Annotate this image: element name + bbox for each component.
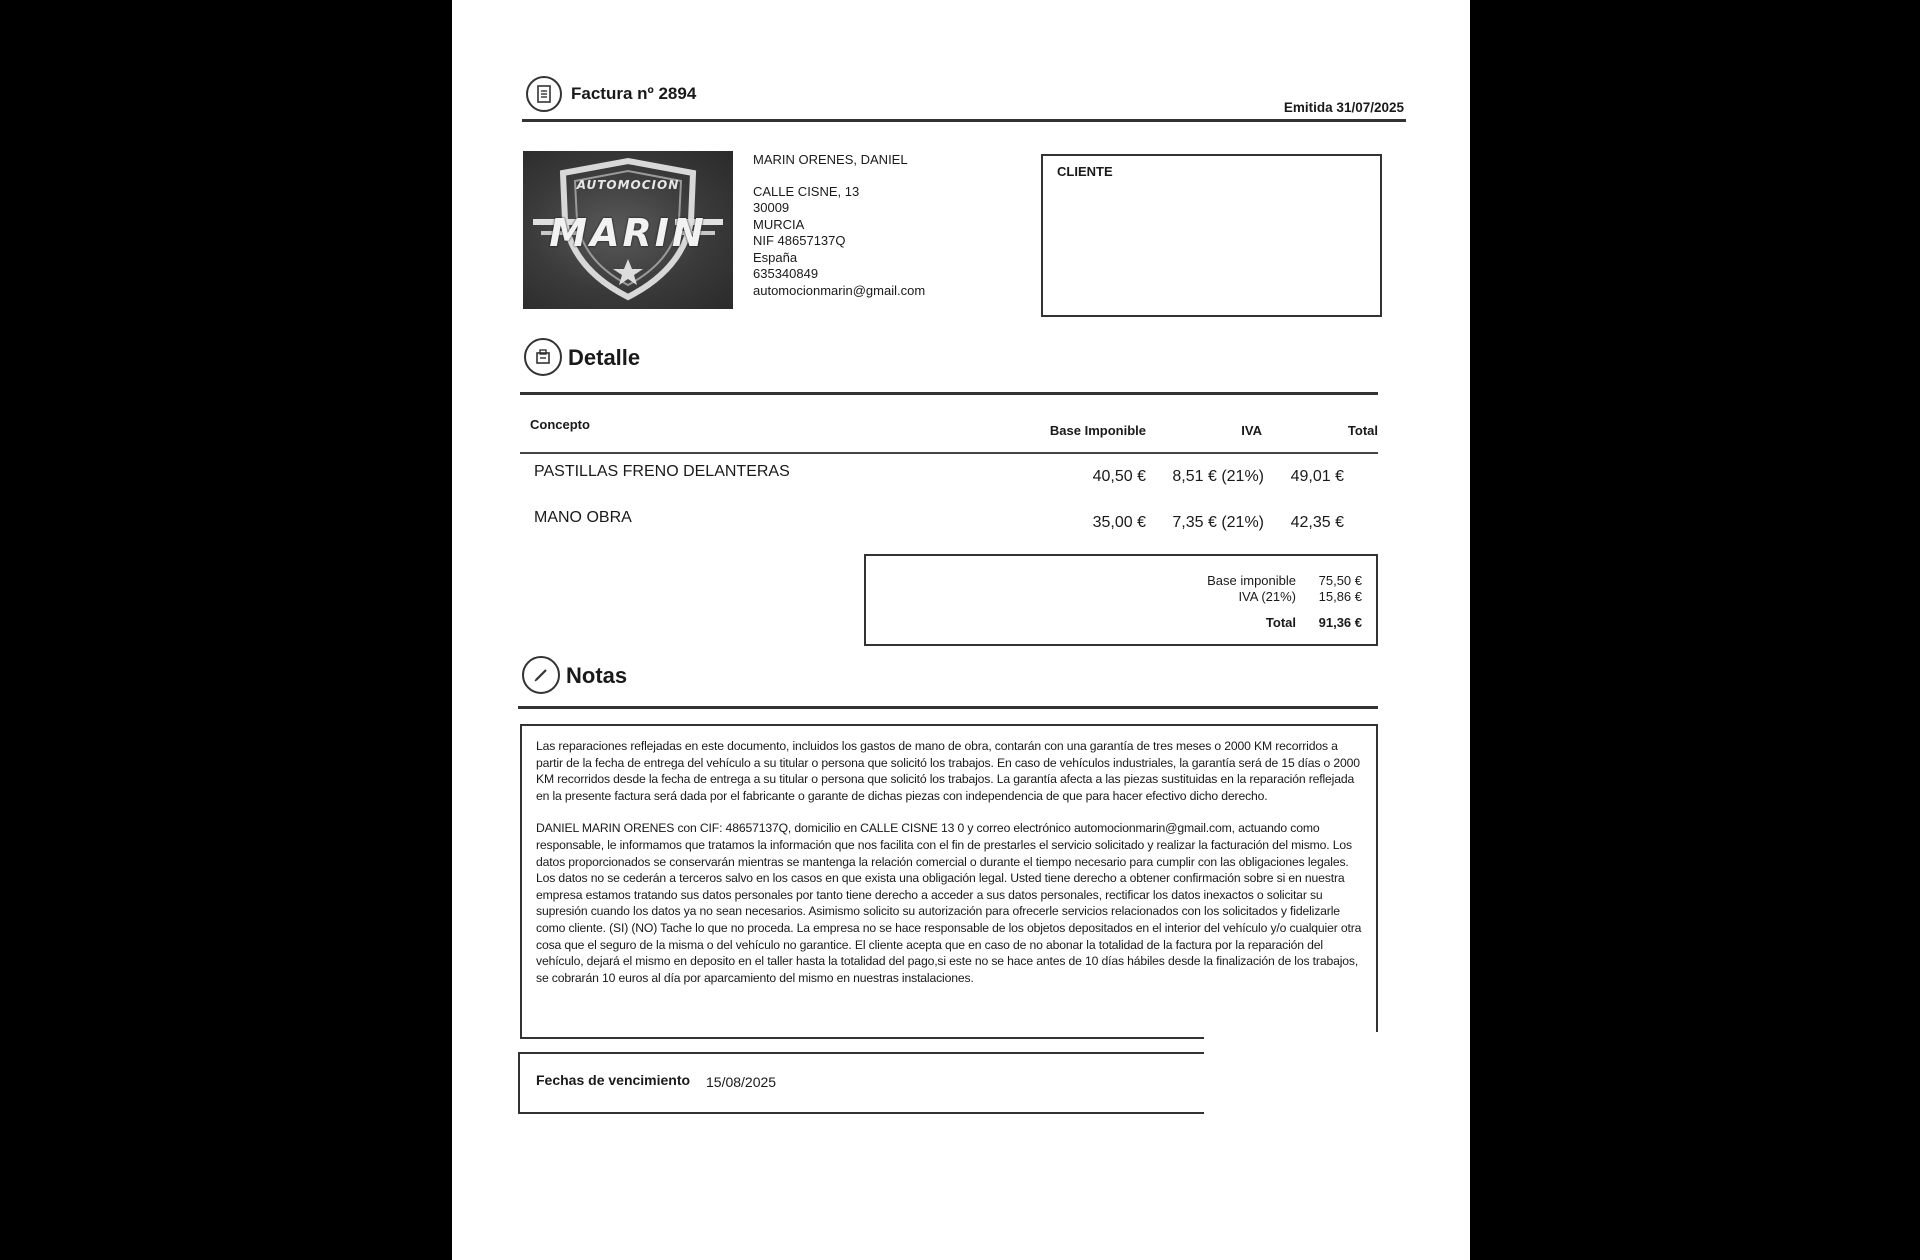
header-divider — [522, 119, 1406, 122]
notes-divider — [518, 706, 1378, 709]
row-total: 49,01 € — [1290, 468, 1344, 485]
pencil-icon — [522, 656, 560, 694]
notes-privacy-text: DANIEL MARIN ORENES con CIF: 48657137Q, domicilio en CALLE CISNE 13 0 y correo electrónico automocionmarin@gmail.com, actuando como responsable, le informamos que tratamos la información que nos facilita con el fin de prestarles el servicio solicitado y realizar la facturación del mismo. Los datos proporcionados se conservarán mientras se mantenga la relación comercial o durante el tiempo necesario para cumplir con las obligaciones legales. Los datos no se cederán a terceros salvo en los casos en que exista una obligación legal. Usted tiene derecho a obtener confirmación sobre si en nuestra empresa estamos tratando sus datos personales por tanto tiene derecho a acceder a sus datos personales, rectificar los datos inexactos o solicitar su supresión cuando los datos ya no sean necesarios. Asimismo solicito su autorización para ofrecerle servicios relacionados con los solicitados y fidelizarle como cliente. (SI) (NO) Tache lo que no proceda. La empresa no se hace responsable de los objetos depositados en el interior del vehículo y/o cualquier otra cosa que el seguro de la misma o del vehículo no garantice. El cliente acepta que en caso de no abonar la totalidad de la factura por la reparación del vehículo, dejará el mismo en deposito en el taller hasta la totalidad del pago,si este no se hace antes de 10 días hábiles desde la finalización de los trabajos, se cobrarán 10 euros al día por aparcamiento del mismo en nuestras instalaciones. — [536, 821, 1362, 985]
issuer-country: España — [753, 249, 798, 265]
row-iva: 8,51 € (21%) — [1172, 468, 1264, 485]
logo-main-text: MARIN — [549, 211, 707, 255]
client-label: CLIENTE — [1057, 164, 1113, 179]
detail-icon — [524, 338, 562, 376]
col-base: Base Imponible — [1049, 423, 1146, 438]
detail-divider — [520, 392, 1378, 395]
redacted-area — [1204, 1032, 1448, 1260]
company-logo — [523, 151, 733, 309]
totals-total-value: 91,36 € — [1318, 615, 1362, 630]
issuer-name: MARIN ORENES, DANIEL — [753, 152, 908, 167]
notes-warranty-text: Las reparaciones reflejadas en este documento, incluidos los gastos de mano de obra, contarán con una garantía de tres meses o 2000 KM recorridos a partir de la fecha de entrega del vehículo a su titular o persona que solicitó los trabajos. En caso de vehículos industriales, la garantía será de 15 días o 2000 KM recorridos desde la fecha de entrega a su titular o persona que solicitó los trabajos. La garantía afecta a las piezas sustituidas en la reparación reflejada en la presente factura será dada por el fabricante o garante de dichas piezas con independencia de que para hacer efectivo dicho derecho. — [536, 739, 1360, 803]
issuer-street: CALLE CISNE, 13 — [753, 183, 860, 199]
detail-title: Detalle — [568, 345, 641, 370]
row-total: 42,35 € — [1290, 514, 1344, 531]
client-box — [1041, 154, 1382, 317]
issuer-nif: NIF 48657137Q — [753, 233, 846, 248]
totals-iva-label: IVA (21%) — [1238, 589, 1296, 604]
row-base: 35,00 € — [1092, 514, 1146, 531]
issuer-email: automocionmarin@gmail.com — [753, 282, 926, 298]
notes-box — [520, 724, 1378, 1039]
row-iva: 7,35 € (21%) — [1172, 514, 1264, 531]
totals-box — [864, 554, 1378, 646]
table-header-divider — [520, 452, 1378, 454]
row-concept: PASTILLAS FRENO DELANTERAS — [534, 463, 790, 480]
row-base: 40,50 € — [1092, 468, 1146, 485]
col-iva: IVA — [1241, 423, 1262, 438]
totals-base-value: 75,50 € — [1318, 573, 1362, 588]
col-total: Total — [1347, 423, 1378, 438]
row-concept: MANO OBRA — [534, 509, 632, 526]
issuer-phone: 635340849 — [753, 266, 819, 281]
notes-title: Notas — [566, 663, 628, 688]
invoice-title: Factura nº 2894 — [571, 84, 697, 103]
issuer-block — [753, 152, 925, 299]
totals-iva-value: 15,86 € — [1318, 589, 1362, 604]
issuer-postal: 30009 — [753, 200, 790, 215]
col-concept: Concepto — [530, 417, 590, 432]
totals-base-label: Base imponible — [1207, 573, 1296, 588]
logo-top-text: AUTOMOCION — [576, 178, 680, 192]
issuer-city: MURCIA — [753, 216, 805, 232]
issue-date: Emitida 31/07/2025 — [1283, 100, 1404, 115]
totals-total-label: Total — [1265, 615, 1296, 630]
document-icon — [526, 76, 562, 112]
due-box — [518, 1052, 1204, 1114]
due-label: Fechas de vencimiento — [536, 1072, 691, 1088]
due-date: 15/08/2025 — [706, 1074, 777, 1090]
